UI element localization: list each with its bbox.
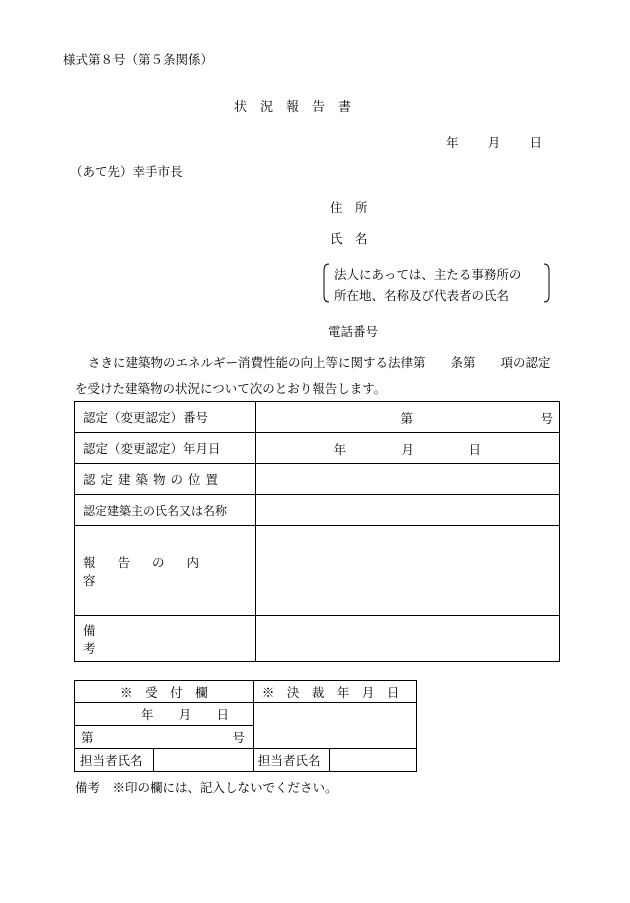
- building-location-label: 認定建築物の位置: [83, 472, 224, 487]
- certification-date-month: 月: [401, 442, 415, 457]
- reception-staff-label: 担当者氏名: [80, 753, 143, 768]
- certification-date-label-cell: [75, 433, 256, 464]
- addressee: （あて先）幸手市長: [70, 164, 183, 179]
- report-table: [74, 401, 560, 662]
- decision-staff-label-cell: [253, 749, 330, 772]
- table-row: [75, 703, 417, 726]
- building-location-value-cell[interactable]: [256, 464, 560, 495]
- owner-name-label-cell: [75, 495, 256, 526]
- table-row: [75, 749, 417, 772]
- certification-date-year: 年: [333, 442, 347, 457]
- form-number-label: 様式第８号（第５条関係）: [63, 52, 214, 67]
- report-content-value-cell[interactable]: [256, 526, 560, 616]
- decision-date-cell[interactable]: [253, 703, 416, 749]
- document-title: 状 況 報 告 書: [234, 100, 352, 115]
- reception-staff-name-cell[interactable]: [153, 749, 253, 772]
- decision-staff-name-cell[interactable]: [330, 749, 417, 772]
- certification-number-label: 認定（変更認定）番号: [83, 410, 209, 425]
- decision-header-cell: [253, 681, 416, 703]
- remarks-value-cell[interactable]: [256, 616, 560, 662]
- table-row: [75, 402, 560, 433]
- certification-number-value-cell[interactable]: [256, 402, 560, 433]
- table-row: [75, 616, 560, 662]
- report-content-label: 報告の内容: [83, 554, 222, 588]
- address-label: 住 所: [330, 200, 368, 215]
- table-row: [75, 526, 560, 616]
- date-day-label: 日: [529, 135, 542, 150]
- certification-number-label-cell: [75, 402, 256, 433]
- body-text-line1: さきに建築物のエネルギー消費性能の向上等に関する法律第 条第 項の認定: [88, 355, 551, 370]
- table-row: [75, 433, 560, 464]
- office-use-table: [74, 680, 417, 772]
- report-content-label-cell: [75, 526, 256, 616]
- corporate-note-line2: 所在地、名称及び代表者の氏名: [334, 288, 510, 303]
- certification-date-value-cell[interactable]: [256, 433, 560, 464]
- reception-number-cell[interactable]: [75, 726, 254, 749]
- reception-staff-label-cell: [75, 749, 154, 772]
- decision-staff-label: 担当者氏名: [257, 753, 321, 768]
- certification-number-prefix: 第: [400, 411, 414, 426]
- certification-date-day: 日: [468, 442, 482, 457]
- reception-date-day: 日: [216, 707, 229, 722]
- table-row: [75, 495, 560, 526]
- remarks-label-cell: [75, 616, 256, 662]
- decision-header: ※ 決 裁 年 月 日: [261, 684, 400, 700]
- certification-number-suffix: 号: [540, 411, 554, 426]
- phone-label: 電話番号: [328, 324, 379, 339]
- reception-header: ※ 受 付 欄: [120, 684, 208, 700]
- date-year-label: 年: [446, 135, 459, 150]
- corporate-note-line1: 法人にあっては、主たる事務所の: [334, 267, 522, 282]
- footer-note: 備考 ※印の欄には、記入しないでください。: [75, 780, 338, 795]
- reception-header-cell: [75, 681, 254, 703]
- owner-name-label: 認定建築主の氏名又は名称: [83, 503, 228, 518]
- reception-number-suffix: 号: [232, 730, 245, 745]
- reception-date-cell[interactable]: [75, 703, 254, 726]
- date-line: [446, 133, 542, 151]
- owner-name-value-cell[interactable]: [256, 495, 560, 526]
- table-row: [75, 681, 417, 703]
- date-month-label: 月: [487, 135, 501, 150]
- reception-number-prefix: 第: [81, 730, 94, 745]
- reception-date-year: 年: [141, 707, 154, 722]
- remarks-label: 備考: [83, 622, 239, 656]
- reception-date-month: 月: [178, 707, 192, 722]
- certification-date-label: 認定（変更認定）年月日: [83, 441, 221, 456]
- building-location-label-cell: [75, 464, 256, 495]
- body-text-line2: を受けた建築物の状況について次のとおり報告します。: [75, 381, 387, 396]
- table-row: [75, 464, 560, 495]
- name-label: 氏 名: [330, 231, 368, 246]
